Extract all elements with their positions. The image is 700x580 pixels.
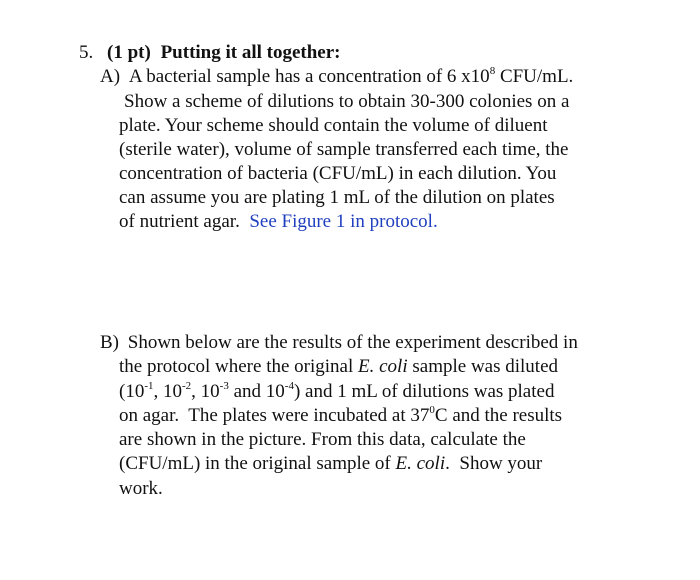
organism-name-2: E. coli <box>395 453 446 474</box>
part-a-line-4: (sterile water), volume of sample transferred each time, the <box>119 139 569 160</box>
part-b-line-6 <box>119 452 542 476</box>
part-b-line-5: are shown in the picture. From this data, calculate the <box>119 429 526 450</box>
part-a-line-3: plate. Your scheme should contain the volume of diluent <box>119 115 548 136</box>
part-b-line-6-end: . Show your <box>445 453 543 474</box>
part-b-line-3 <box>119 380 554 404</box>
dilution-exponent-3: -3 <box>219 380 229 392</box>
part-b-line-4-text: on agar. The plates were incubated at 37 <box>119 405 430 426</box>
question-heading <box>79 41 341 65</box>
part-a-line-1-text: A bacterial sample has a concentration of 6 x10 <box>128 66 490 87</box>
part-a-exponent: 8 <box>489 65 496 77</box>
question-number: 5. <box>79 42 94 63</box>
degree-mark: 0 <box>429 404 435 416</box>
part-a-line-6: can assume you are plating 1 mL of the dilution on plates <box>119 187 555 208</box>
dilution-sep-2: , 10 <box>191 381 220 402</box>
part-b-line-7: work. <box>119 478 163 499</box>
part-a-line-1 <box>100 65 573 89</box>
dilution-sep-1: , 10 <box>153 381 182 402</box>
organism-name: E. coli <box>358 356 408 377</box>
part-b-line-1 <box>100 331 578 355</box>
part-a-line-7-text: of nutrient agar. <box>119 211 250 232</box>
part-b-label: B) <box>100 332 119 353</box>
dilution-exponent-1: -1 <box>144 380 154 392</box>
part-b-line-2-end: sample was diluted <box>407 356 559 377</box>
part-a-label: A) <box>100 66 121 87</box>
part-b-line-2 <box>119 355 558 379</box>
question-points: (1 pt) <box>107 42 151 63</box>
part-b-line-2-text: the protocol where the original <box>119 356 359 377</box>
dilution-exponent-2: -2 <box>182 380 192 392</box>
part-b-line-4 <box>119 404 562 428</box>
question-title: Putting it all together: <box>160 42 341 63</box>
part-b-line-4-end: C and the results <box>434 405 563 426</box>
dilution-exponent-4: -4 <box>284 380 294 392</box>
part-b-line-1-text: Shown below are the results of the experiment described in <box>127 332 578 353</box>
figure-1-link[interactable]: See Figure 1 in protocol. <box>249 211 438 232</box>
part-a-line-7 <box>119 210 438 234</box>
part-a-line-1-units: CFU/mL. <box>495 66 574 87</box>
part-b-line-3-end: ) and 1 mL of dilutions was plated <box>293 381 555 402</box>
part-a-line-5: concentration of bacteria (CFU/mL) in each dilution. You <box>119 163 557 184</box>
part-a-line-2: Show a scheme of dilutions to obtain 30-300 colonies on a <box>124 91 570 112</box>
part-b-line-6-text: (CFU/mL) in the original sample of <box>119 453 396 474</box>
dilution-and: and 10 <box>228 381 285 402</box>
dilution-open: (10 <box>119 381 145 402</box>
